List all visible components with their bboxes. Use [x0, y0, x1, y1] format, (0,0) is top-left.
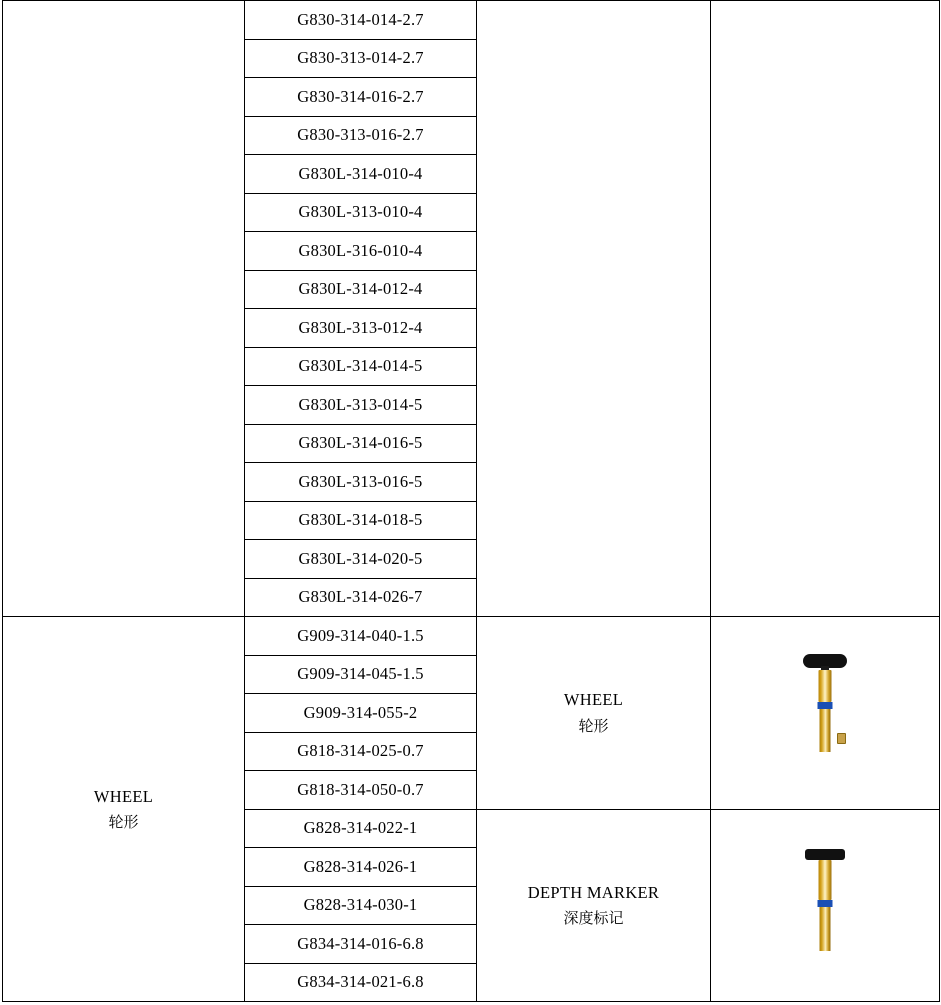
- group-name-zh: 轮形: [108, 813, 139, 832]
- product-code: G830L-313-016-5: [245, 463, 477, 502]
- product-code: G830-314-014-2.7: [245, 1, 477, 40]
- product-code: G828-314-026-1: [245, 848, 477, 887]
- depth-marker-bur-diagram: [775, 843, 875, 968]
- category-name-en: DEPTH MARKER: [527, 882, 660, 902]
- group-name-cell-wheel: [3, 617, 245, 1002]
- product-code: G830L-314-016-5: [245, 424, 477, 463]
- group-name-en: WHEEL: [93, 786, 154, 806]
- category-name-cell-depth-marker: [477, 809, 711, 1002]
- depth-marker-head-shape: [805, 849, 845, 860]
- product-code: G830L-314-010-4: [245, 155, 477, 194]
- tip-detail-mark: [837, 733, 846, 744]
- category-name-en: WHEEL: [563, 690, 624, 710]
- product-code: G830L-314-020-5: [245, 540, 477, 579]
- product-code: G830L-316-010-4: [245, 232, 477, 271]
- product-code: G830L-314-018-5: [245, 501, 477, 540]
- product-code: G830-313-014-2.7: [245, 39, 477, 78]
- product-code: G830L-313-010-4: [245, 193, 477, 232]
- table-row: [3, 617, 940, 656]
- table-row: [3, 1, 940, 40]
- category-name-cell-empty: [477, 1, 711, 617]
- shank-upper: [819, 860, 832, 900]
- product-code: G834-314-021-6.8: [245, 963, 477, 1002]
- product-code: G818-314-050-0.7: [245, 771, 477, 810]
- shank-lower: [820, 907, 831, 951]
- product-code: G909-314-055-2: [245, 694, 477, 733]
- shank-lower: [820, 709, 831, 752]
- category-name-zh: 轮形: [578, 716, 609, 735]
- product-code: G830L-314-026-7: [245, 578, 477, 617]
- product-code: G830L-313-014-5: [245, 386, 477, 425]
- product-code: G909-314-040-1.5: [245, 617, 477, 656]
- product-code: G828-314-022-1: [245, 809, 477, 848]
- product-code: G830-313-016-2.7: [245, 116, 477, 155]
- product-code: G830L-314-014-5: [245, 347, 477, 386]
- wheel-bur-diagram: [775, 650, 875, 775]
- product-code: G834-314-016-6.8: [245, 925, 477, 964]
- product-specification-table: [2, 0, 940, 1002]
- product-code: G909-314-045-1.5: [245, 655, 477, 694]
- product-image-cell-wheel: [711, 617, 940, 810]
- blue-band-marker: [818, 702, 833, 709]
- product-image-cell-depth-marker: [711, 809, 940, 1002]
- product-code: G818-314-025-0.7: [245, 732, 477, 771]
- blue-band-marker: [818, 900, 833, 907]
- product-image-cell-empty: [711, 1, 940, 617]
- shank-upper: [819, 670, 832, 702]
- category-name-zh: 深度标记: [563, 909, 624, 928]
- product-code: G830L-313-012-4: [245, 309, 477, 348]
- product-code: G830-314-016-2.7: [245, 78, 477, 117]
- product-code: G828-314-030-1: [245, 886, 477, 925]
- category-name-cell-wheel: [477, 617, 711, 810]
- product-code: G830L-314-012-4: [245, 270, 477, 309]
- group-name-cell-empty: [3, 1, 245, 617]
